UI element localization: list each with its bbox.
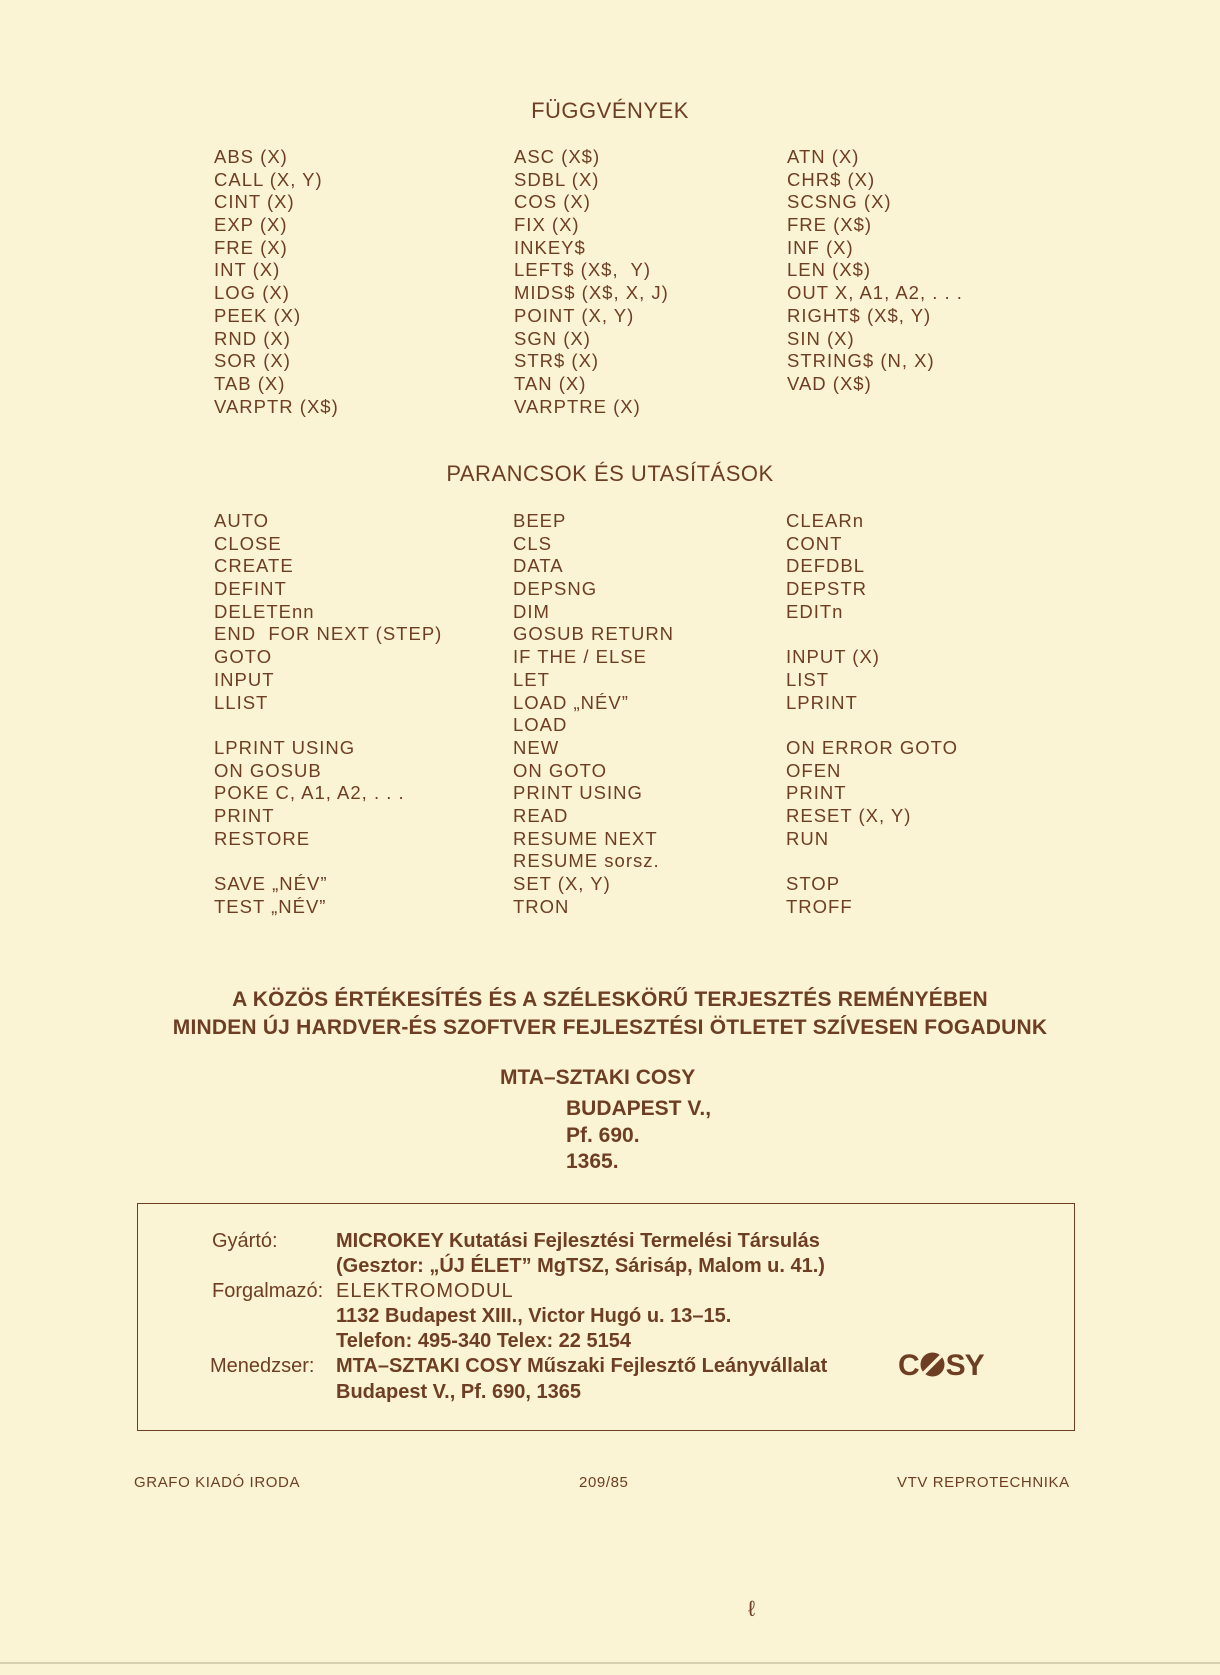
list-item: BEEP [513,510,567,531]
list-item: ASC (X$) [514,146,601,167]
list-item: PRINT [214,804,275,826]
list-item: STRING$ (N, X) [787,350,935,372]
list-item: READ [513,804,569,826]
list-item [214,714,442,737]
list-item: EDITn [786,600,844,622]
list-item: RND (X) [214,327,291,349]
slogan-line-2: MINDEN ÚJ HARDVER-ÉS SZOFTVER FEJLESZTÉSI ÖTLETET SZÍVESEN FOGADUNK [172,1016,1048,1039]
manager-label: Menedzser: [210,1355,315,1377]
list-item: IF THE / ELSE [513,646,647,668]
list-item: STOP [786,873,841,894]
manager-address: Budapest V., Pf. 690, 1365 [336,1381,581,1403]
list-item: DEPSNG [513,578,598,600]
list-item: FRE (X$) [787,214,873,236]
cosy-logo-o-icon [919,1351,946,1378]
manager-name: MTA–SZTAKI COSY Műszaki Fejlesztő Leányvállalat [336,1355,828,1377]
commands-col-3 [786,510,958,918]
list-item: POKE C, A1, A2, . . . [214,782,405,804]
list-item: STR$ (X) [514,350,600,372]
list-item: GOTO [214,646,273,668]
list-item: LEN (X$) [787,259,872,281]
list-item: INPUT (X) [786,646,880,668]
contact-line: BUDAPEST V., [566,1097,712,1120]
list-item: LOAD „NÉV” [513,691,629,713]
list-item: SOR (X) [214,350,291,372]
cosy-logo [898,1349,984,1383]
manufacturer-gesztor: (Gesztor: „ÚJ ÉLET” MgTSZ, Sárisáp, Malom u. 41.) [336,1255,825,1277]
list-item: DATA [513,555,564,577]
list-item: CALL (X, Y) [214,168,323,190]
commands-col-1 [214,510,442,918]
list-item: FRE (X) [214,236,288,258]
list-item: RIGHT$ (X$, Y) [787,304,932,326]
list-item: GOSUB RETURN [513,623,675,645]
list-item: INPUT [214,668,275,690]
list-item: TRON [513,895,570,917]
list-item: SAVE „NÉV” [214,873,328,894]
list-item: TAN (X) [514,372,587,394]
list-item: TEST „NÉV” [214,895,327,917]
distributor-address: 1132 Budapest XIII., Victor Hugó u. 13–15. [336,1305,732,1327]
list-item: POINT (X, Y) [514,304,635,326]
contact-address [566,1096,711,1176]
list-item: CLOSE [214,532,282,554]
list-item: OUT X, A1, A2, . . . [787,282,963,304]
list-item [786,714,958,737]
list-item [786,850,958,873]
list-item: LPRINT USING [214,736,356,758]
list-item: TAB (X) [214,372,286,394]
list-item: AUTO [214,510,270,531]
list-item: SIN (X) [787,327,855,349]
list-item: TROFF [786,895,853,917]
list-item: SGN (X) [514,327,591,349]
list-item: CLEARn [786,510,864,531]
list-item: PEEK (X) [214,304,302,326]
list-item: INT (X) [214,259,281,281]
commands-col-2 [513,510,674,918]
list-item: PRINT [786,782,847,804]
list-item: ON ERROR GOTO [786,736,958,758]
list-item: RESUME sorsz. [513,850,660,872]
cosy-logo-pre: C [898,1349,919,1382]
list-item: LET [513,668,550,690]
distributor-name: ELEKTROMODUL [336,1280,514,1302]
list-item: OFEN [786,759,842,781]
list-item: LPRINT [786,691,858,713]
list-item: VAD (X$) [787,372,872,394]
contact-org: MTA–SZTAKI COSY [500,1066,696,1089]
manufacturer-name: MICROKEY Kutatási Fejlesztési Termelési Társulás [336,1230,820,1252]
list-item: CONT [786,532,843,554]
list-item: DEFDBL [786,555,865,577]
list-item: LEFT$ (X$, Y) [514,259,652,281]
list-item: ABS (X) [214,146,288,167]
list-item: COS (X) [514,191,591,213]
list-item: INKEY$ [514,236,586,258]
list-item: VARPTRE (X) [514,395,641,417]
list-item: ON GOTO [513,759,608,781]
list-item: INF (X) [787,236,854,258]
list-item: FIX (X) [514,214,580,236]
list-item: LOG (X) [214,282,290,304]
list-item: CHR$ (X) [787,168,876,190]
list-item: CLS [513,532,552,554]
cosy-logo-post: SY [945,1349,984,1382]
manufacturer-label: Gyártó: [212,1230,278,1252]
footer-printer: VTV REPROTECHNIKA [897,1474,1070,1491]
contact-line: 1365. [566,1150,619,1173]
contact-line: Pf. 690. [566,1123,640,1147]
list-item: VARPTR (X$) [214,395,339,417]
distributor-phone: Telefon: 495-340 Telex: 22 5154 [336,1330,631,1352]
list-item [786,623,958,646]
list-item: ON GOSUB [214,759,322,781]
list-item: END FOR NEXT (STEP) [214,623,443,645]
list-item: LLIST [214,691,269,713]
distributor-label: Forgalmazó: [212,1280,324,1302]
list-item: SCSNG (X) [787,191,892,213]
list-item: MIDS$ (X$, X, J) [514,282,669,304]
functions-col-3 [787,146,963,396]
list-item: RUN [786,827,830,849]
list-item: EXP (X) [214,214,288,236]
list-item: DEFINT [214,578,287,600]
list-item: DEPSTR [786,578,868,600]
list-item: RESET (X, Y) [786,804,912,826]
functions-heading: FÜGGVÉNYEK [531,98,689,123]
list-item: PRINT USING [513,782,643,804]
list-item: NEW [513,736,560,758]
page-edge-line [0,1662,1220,1664]
list-item: DELETEnn [214,600,315,622]
list-item [214,850,442,873]
list-item: RESUME NEXT [513,827,658,849]
functions-col-2 [514,146,669,418]
commands-heading: PARANCSOK ÉS UTASÍTÁSOK [446,461,774,486]
list-item: CINT (X) [214,191,295,213]
footer-number: 209/85 [579,1474,629,1491]
list-item: DIM [513,600,550,622]
list-item: CREATE [214,555,294,577]
list-item: ATN (X) [787,146,860,167]
list-item: SET (X, Y) [513,873,611,894]
list-item: LIST [786,668,830,690]
list-item: SDBL (X) [514,168,600,190]
handwritten-mark: ℓ [748,1596,756,1621]
list-item: RESTORE [214,827,311,849]
functions-col-1 [214,146,339,418]
slogan-line-1: A KÖZÖS ÉRTÉKESÍTÉS ÉS A SZÉLESKÖRŰ TERJESZTÉS REMÉNYÉBEN [232,988,988,1011]
footer-publisher: GRAFO KIADÓ IRODA [134,1474,301,1491]
list-item: LOAD [513,714,568,736]
